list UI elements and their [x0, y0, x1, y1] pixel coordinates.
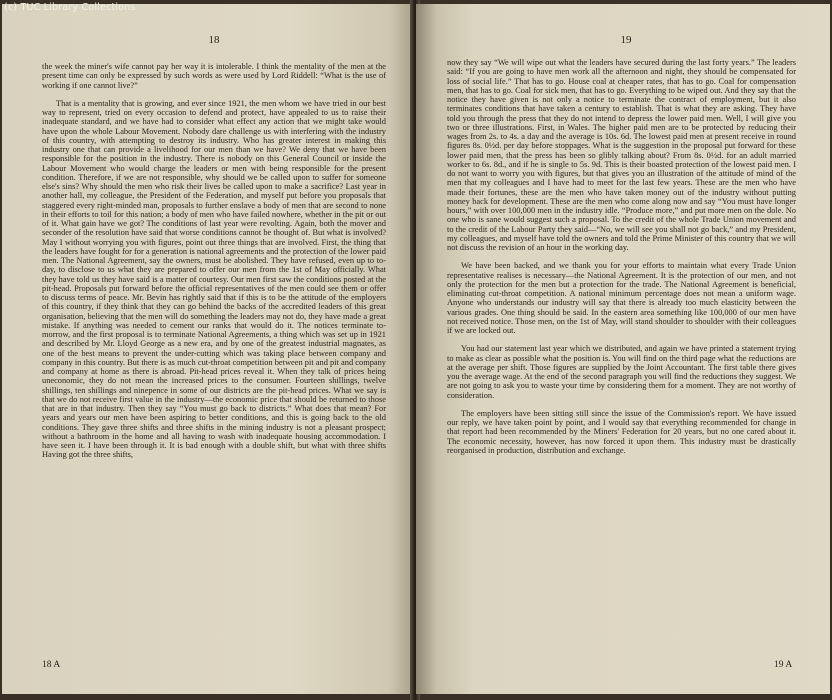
left-footer-mark: 18 A: [42, 660, 61, 670]
right-page-text: [447, 58, 796, 464]
right-paragraph: We have been backed, and we thank you for your efforts to maintain what every Trade Union representative realises is necessary—the National Agreement. It is the protection of our men, and not only the protection for the men but a protection for the trade. The National Agreement is beneficial, eliminating cut-throat competition. A national minimum percentage does not mean a uniform wage. Anyone who understands our industry will say that there is already too much elasticity between the various grades. One thing should be said. In the eastern area something like 100,000 of our men have not received notice. Those men, on the 1st of May, will stand shoulder to shoulder with their colleagues if we are locked out.: [447, 261, 796, 335]
right-paragraph: You had our statement last year which we distributed, and again we have printed a statement trying to make as clear as possible what the position is. You will find on the third page what the reductions are at the average per shift. Those figures are supplied by the Joint Accountant. The first table there gives you the average wage. At the end of the second paragraph you will find the reductions they suggest. We are not going to ask you to waste your time by considering them for a moment. They are not worthy of consideration.: [447, 344, 796, 400]
left-paragraph: the week the miner's wife cannot pay her way it is intolerable. I think the mentality of the men at the present time can only be expressed by such words as were used by Lord Riddell: “What is the use of working if one cannot live?”: [42, 62, 386, 90]
right-page: [416, 4, 830, 694]
copyright-watermark: (c) TUC Library Collections: [4, 2, 136, 13]
right-page-number: 19: [620, 34, 632, 46]
right-paragraph: The employers have been sitting still since the issue of the Commission's report. We have issued our reply, we have taken point by point, and I would say that everything recommended for change in that report had been recommended by the Miners' Federation for 20 years, but no one cared about it. The economic necessity, however, has now forced it upon them. This industry must be drastically reorganised in production, distribution and exchange.: [447, 408, 796, 455]
right-footer-mark: 19 A: [774, 660, 793, 670]
left-page-text: [42, 62, 386, 469]
left-paragraph: That is a mentality that is growing, and ever since 1921, the men whom we have tried in our best way to represent, tried on every occasion to defend and protect, have appealed to us to raise their inadequate standard, and we have had to consider what effect any action that we might take would have upon the whole Labour Movement. Nobody dare challenge us with interfering with the industry of this country, with attempting to destroy its industry. Who has greater interest in making this industry one that can provide a livelihood for our men than we have? We deny that we have been responsible for the position in the industry. There is nobody on this General Council or inside the Labour Movement who would charge the leaders or men with being responsible for the present condition. Therefore, if we are not responsible, why should we be called upon to suffer for someone else's sins? Why should the men who risk their lives be called upon to make a sacrifice? Last year in another hall, my colleague, the President of the Federation, and myself put before you proposals that staggered every right-minded man, proposals to further enslave a body of men that are second to none in their efforts to toil for this nation; a body of men who have failed nowhere, whether in the pit or out of it. What gain have we got? The conditions of last year were revolting. Again, both the mover and seconder of the resolution have said that worse conditions cannot be thought of. But what is involved? May I without worrying you with figures, point out three things that are involved. First, the thing that the leaders have fought for for a generation is national agreements and the protection of the lower paid men. The National Agreement, say the owners, must be abolished. They have refused, even up to to-day, to disclose to us what they are prepared to offer our men from the 1st of May officially. What they have told us they have said is a matter of courtesy. Our men first saw the conditions posted at the pit-head. Proposals put forward before the official representatives of the men could see them or offer to discuss terms of peace. Mr. Bevin has rightly said that if this is to be the attitude of the employers of this country, if they think that they can go behind the backs of the accredited leaders of this great organisation, believing that the men will do something the leaders may not do, they have made a great mistake. If anything was needed to cement our ranks that would do it. The notices terminate to-morrow, and the first proposal is to terminate National Agreements, a thing which was set up in 1921 and described by Mr. Lloyd George as a new era, and by one of the greatest industrial magnates, as one of the best means to prevent the under-cutting which was taking place between company and company in this country. But there is as much cut-throat competition between pit and pit and company and company at home as there is abroad. Pit-head prices reveal it. When they talk of prices being uneconomic, they do not mean the increased prices to the consumer. Fourteen shillings, twelve shillings, ten shillings and ninepence in some of our districts are the pit-head prices. What we say is that we do not receive first value in the industry—the economic price that should be returned to those that are in that industry. Then they say “You must go back to districts.” What does that mean? For years and years our men have been aspiring to better conditions, and this is going back to the old conditions. They gave three shifts and three shifts in the mining industry is not a pleasant prospect; without a bathroom in the home and all having to wash with inadequate housing accommodation. I have seen it. I have been through it. It is bad enough with a double shift, but what with three shifts Having got the three shifts,: [42, 98, 386, 460]
left-page-number: 18: [208, 34, 220, 46]
left-page: [2, 4, 414, 694]
right-paragraph: now they say “We will wipe out what the leaders have secured during the last forty years.” The leaders said: “If you are going to have men work all the afternoon and night, they should be compensated for loss of social life.” That has to go. House coal at cheaper rates, that has to go. Coal for compensation men, that has to go. Coal for sick men, that has to go. Everything to be wiped out. And they say that the notice they have given is not only a notice to terminate the contract of employment, but it also terminates conditions that have taken a century to establish. That is what they are asking. They have told you through the press that they do not intend to depress the lower paid men. Well, I will give you two or three illustrations. First, in Wales. The higher paid men are to be protected by reducing their wages from 2s. to 4s. a day and the average is 10s. 6d. The lowest paid men at present receive in round figures 8s. 0½d. per day before stoppages. What is the suggestion in the proposal put forward for these lower paid men, that the press has been so glibly talking about? From 8s. 0½d. for an adult married worker to 6s. 8d., and if he is single to 5s. 9d. This is their boasted protection of the lowest paid men. I do not want to worry you with figures, but that gives you an illustration of the attitude of mind of the men that my colleagues and I have had to meet for the last few years. These are the men who have made their fortunes, these are the men who have taken money out of the industry without putting money back for development. These are the men who come along now and say “You must have longer hours,” with over 100,000 men in the industry idle. “Produce more,” and put more men on the dole. No one who is sane would suggest such a proposal. To the credit of the whole Trade Union movement and to the credit of the Labour Party they said—“No, we will see you shall not go back,” and my President, my colleagues, and myself have told the owners and told the Prime Minister of this country that we will not discuss the revision of an hour in the working day.: [447, 58, 796, 252]
